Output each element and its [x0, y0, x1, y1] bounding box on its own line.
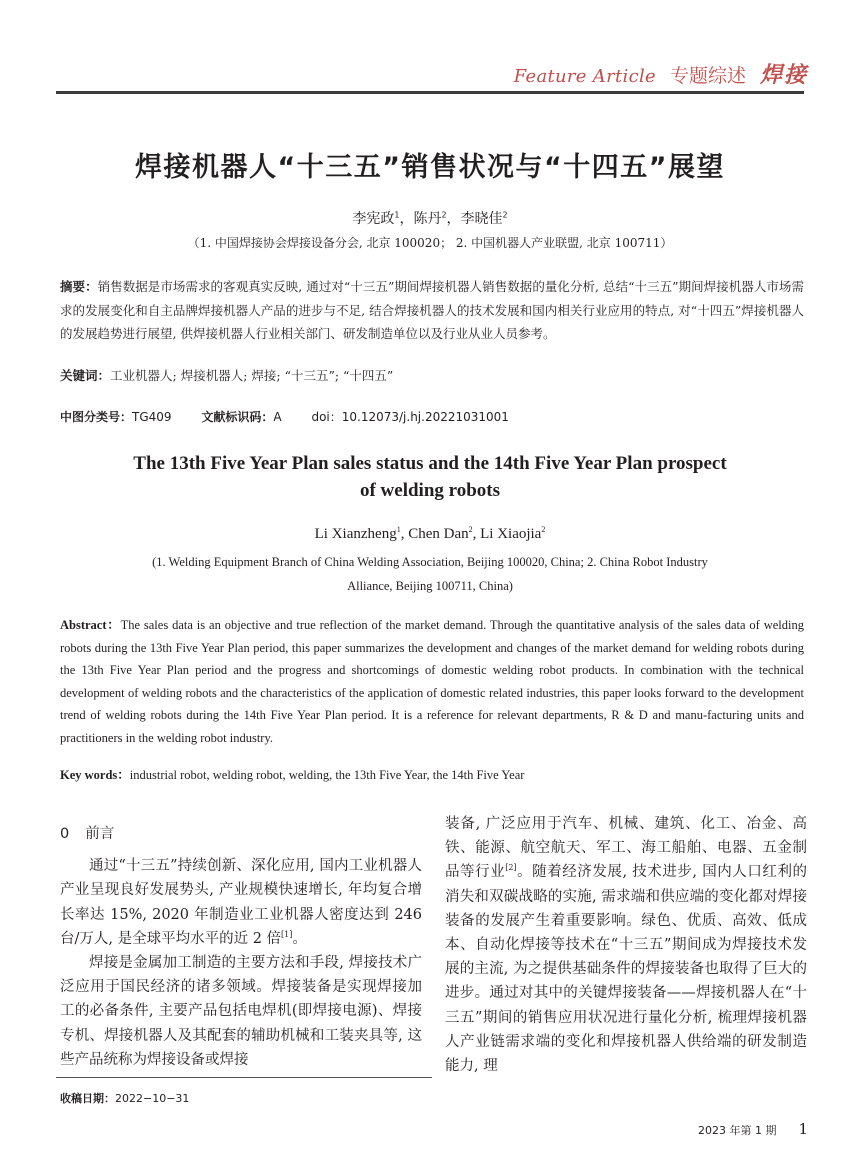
author-separator: , — [472, 526, 481, 542]
body-column-right — [445, 812, 807, 1078]
abstract-text: The sales data is an objective and true reflection of the market demand. Through the quantitative analysis of the sales data of welding robots during the 13th Five Year Plan period, this paper summarizes the development and changes of the market demand for welding robots during the 13th Five Year Plan period and the progress and shortcomings of domestic welding robot products. In combination with the technical development of welding robots and the characteristics of the application of domestic related industries, this paper looks forward to the development trend of welding robots during the 14th Five Year Plan period. It is a reference for relevant departments, R & D and manu-facturing units and practitioners in the welding robot industry. — [60, 618, 805, 745]
keywords-cn — [60, 364, 804, 388]
running-header — [514, 58, 808, 89]
citation: [2] — [505, 863, 517, 873]
section-number: 0 — [60, 826, 70, 842]
received-date-label: 收稿日期： — [60, 1092, 115, 1105]
doc-code-label: 文献标识码： — [201, 410, 274, 424]
author-separator: ， — [399, 211, 414, 227]
author-list-cn — [0, 208, 860, 228]
journal-logo: 焊接 — [759, 62, 808, 88]
author-affiliation-mark: 2 — [541, 525, 546, 534]
body-paragraph: 焊接是金属加工制造的主要方法和手段, 焊接技术广泛应用于国民经济的诸多领域。焊接装备是实现焊接加工的必备条件, 主要产品包括电焊机(即焊接电源)、焊接专机、焊接机器人及其配套的辅助机械和工装夹具等, 这些产品统称为焊接设备或焊接 — [60, 955, 422, 1068]
author-name: 陈丹 — [413, 211, 442, 227]
title-en-line: of welding robots — [359, 480, 501, 501]
paragraph-text: 。 — [292, 930, 307, 947]
affiliation-en-line: Alliance, Beijing 100711, China) — [347, 579, 513, 593]
received-date-value: 2022−10−31 — [115, 1092, 190, 1105]
paragraph-text: 。随着经济发展, 技术进步, 国内人口红利的消失和双碳战略的实施, 需求端和供应端的变化都对焊接装备的发展产生着重要影响。绿色、优质、高效、低成本、自动化焊接等技术在“十三五”期间成为焊接技术发展的主流, 为之提供基础条件的焊接装备也取得了巨大的进步。通过对其中的关键焊接装备——焊接机器人在“十三五”期间的销售应用状况进行量化分析, 梳理焊接机器人产业链需求端的变化和焊接机器人供给端的研发制造能力, 理 — [445, 864, 807, 1075]
header-rule — [56, 91, 804, 94]
paragraph-text: 通过“十三五”持续创新、深化应用, 国内工业机器人产业呈现良好发展势头, 产业规模快速增长, 年均复合增长率达 15%, 2020 年制造业工业机器人密度达到 246 台/万人, 是全球平均水平的近 2 倍 — [60, 858, 422, 947]
issue-info: 2023 年第 1 期 — [697, 1124, 777, 1137]
body-paragraph — [445, 812, 807, 1078]
classification-line — [60, 406, 804, 430]
author-separator: , — [400, 526, 409, 542]
keywords-en — [60, 764, 804, 788]
keywords-text: 工业机器人; 焊接机器人; 焊接; “十三五”; “十四五” — [110, 368, 394, 383]
header-section-chinese: 专题综述 — [669, 65, 746, 87]
keywords-text: industrial robot, welding robot, welding, the 13th Five Year, the 14th Five Year — [129, 768, 525, 782]
section-heading — [60, 822, 422, 846]
abstract-text: 销售数据是市场需求的客观真实反映, 通过对“十三五”期间焊接机器人销售数据的量化分析, 总结“十三五”期间焊接机器人市场需求的发展变化和自主品牌焊接机器人产品的进步与不足, 结合焊接机器人的技术发展和国内相关行业应用的特点, 对“十四五”焊接机器人的发展趋势进行展望, 供焊接机器人行业相关部门、研发制造单位以及行业从业人员参考。 — [60, 279, 804, 341]
author-affiliation-mark: 2 — [441, 210, 447, 220]
author-affiliation-mark: 1 — [396, 525, 401, 534]
header-section-english: Feature Article — [513, 66, 656, 87]
doi-value: 10.12073/j.hj.20221031001 — [341, 410, 509, 424]
doi-label: doi： — [311, 410, 342, 424]
affiliations-en — [0, 550, 860, 598]
author-name: Li Xiaojia — [480, 526, 542, 542]
abstract-label: 摘要： — [60, 279, 98, 294]
author-name: 李宪政 — [352, 211, 395, 227]
abstract-label: Abstract： — [60, 618, 121, 632]
author-separator: ， — [446, 211, 461, 227]
received-date-footnote — [60, 1090, 189, 1106]
affiliation-en-line: (1. Welding Equipment Branch of China Welding Association, Beijing 100020, China; 2. China Robot Industry — [152, 555, 708, 569]
abstract-en — [60, 614, 804, 749]
paper-title-en — [0, 450, 860, 504]
section-title: 前言 — [85, 826, 115, 842]
clc-label: 中图分类号： — [60, 410, 133, 424]
author-name: Li Xianzheng — [314, 526, 397, 542]
author-list-en — [0, 526, 860, 543]
paper-title-cn: 焊接机器人“十三五”销售状况与“十四五”展望 — [135, 152, 725, 183]
body-column-left — [60, 812, 422, 1072]
body-paragraph — [60, 854, 422, 951]
paragraph-text: 装备, 广泛应用于汽车、机械、建筑、化工、冶金、高铁、能源、航空航天、军工、海工船舶、电器、五金制品等行业 — [445, 816, 807, 881]
keywords-label: Key words： — [60, 768, 130, 782]
page-footer — [698, 1120, 808, 1138]
title-en-line: The 13th Five Year Plan sales status and the 14th Five Year Plan prospect — [133, 453, 727, 474]
footnote-rule — [56, 1077, 432, 1078]
doc-code-value: A — [273, 410, 282, 424]
author-affiliation-mark: 1 — [394, 210, 400, 220]
clc-value: TG409 — [132, 410, 172, 424]
affiliations-cn: （1. 中国焊接协会焊接设备分会, 北京 100020； 2. 中国机器人产业联盟, 北京 100711） — [187, 236, 673, 250]
abstract-cn — [60, 275, 804, 346]
author-affiliation-mark: 2 — [468, 525, 473, 534]
citation: [1] — [281, 929, 293, 939]
page-number: 1 — [798, 1120, 808, 1138]
author-affiliation-mark: 2 — [502, 210, 508, 220]
author-name: 李晓佳 — [460, 211, 503, 227]
author-name: Chen Dan — [408, 526, 469, 542]
keywords-label: 关键词： — [60, 368, 111, 383]
